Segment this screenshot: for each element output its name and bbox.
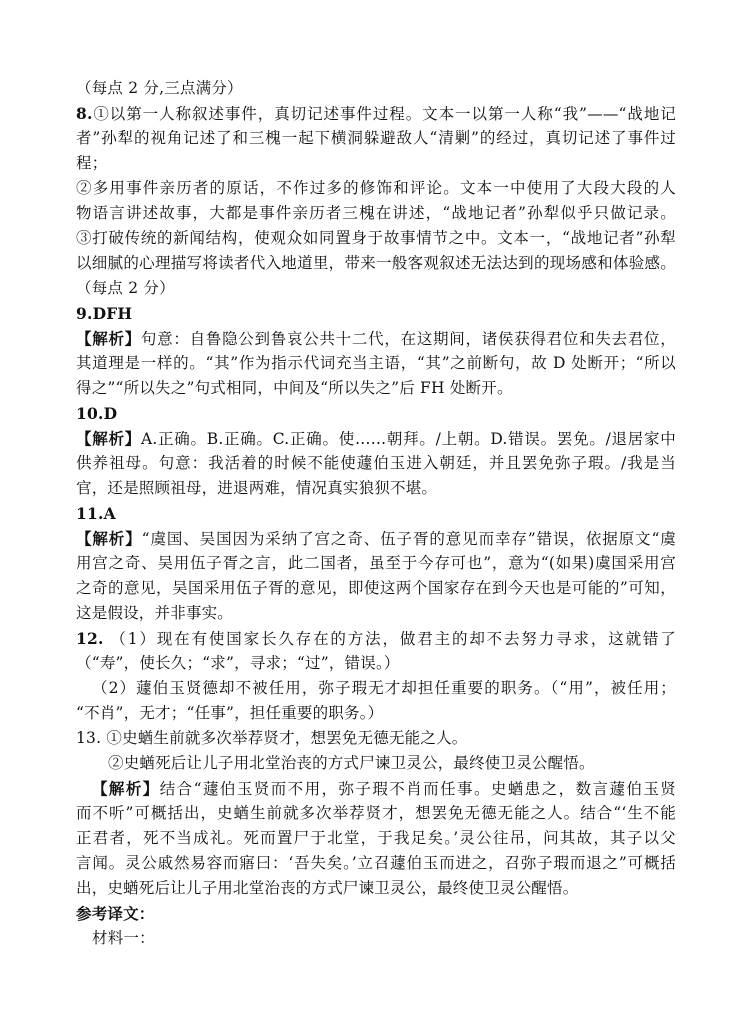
bold-label: 【解析】	[76, 429, 141, 448]
text-line	[76, 426, 676, 451]
text-line	[76, 401, 676, 426]
text-line	[76, 526, 676, 551]
text-line	[76, 701, 676, 726]
line-text: 用宫之奇、吴用伍子胥之言，此二国者，虽至于今存可也”，意为“(如果)虞国采用宫	[76, 554, 676, 572]
bold-label: 8.	[76, 104, 93, 123]
text-line	[76, 276, 676, 301]
text-line	[76, 351, 676, 376]
text-line	[76, 576, 676, 601]
line-text: 之奇的意见，吴国采用伍子胥的意见，即使这两个国家存在到今天也是可能的”可知，	[76, 579, 676, 597]
line-text: （1）现在有使国家长久存在的方法，做君主的却不去努力寻求，这就错了	[103, 630, 676, 648]
line-text: “虞国、吴国因为采纳了宫之奇、伍子胥的意见而幸存”错误，依据原文“虞	[141, 530, 676, 548]
line-text: “不肖”，无才；“任事”，担任重要的职务。）	[76, 704, 384, 722]
line-text: 程；	[76, 154, 108, 172]
text-line	[76, 501, 676, 526]
text-line	[76, 326, 676, 351]
text-line	[76, 451, 676, 476]
text-line	[76, 476, 676, 501]
text-line	[76, 201, 676, 226]
text-line	[76, 126, 676, 151]
text-line	[76, 626, 676, 651]
bold-label: 【解析】	[92, 779, 160, 798]
line-text: 供养祖母。句意：我活着的时候不能使蘧伯玉进入朝廷，并且罢免弥子瑕。/我是当	[76, 454, 676, 472]
text-line	[92, 926, 676, 951]
text-line	[76, 301, 676, 326]
bold-label: 【解析】	[76, 329, 141, 348]
line-text: 以细腻的心理描写将读者代入地道里，带来一般客观叙述无法达到的现场感和体验感。	[76, 254, 676, 272]
text-line	[92, 676, 676, 701]
bold-label: 10.D	[76, 404, 118, 423]
line-text: ②多用事件亲历者的原话，不作过多的修饰和评论。文本一中使用了大段大段的人	[76, 179, 676, 197]
text-line	[76, 601, 676, 626]
line-text: ①以第一人称叙述事件，真切记述事件过程。文本一以第一人称“我”——“战地记	[92, 105, 676, 123]
line-text: 正君者，死不当成礼。死而置尸于北堂，于我足矣。’灵公往吊，问其故，其子以父	[76, 829, 676, 847]
text-line	[76, 901, 676, 926]
line-text: 这是假设，并非事实。	[76, 604, 234, 622]
text-line	[76, 851, 676, 876]
line-text: 出，史蝤死后让儿子用北堂治丧的方式尸谏卫灵公，最终使卫灵公醒悟。	[76, 879, 579, 897]
text-line	[76, 726, 676, 751]
line-text: （2）蘧伯玉贤德却不被任用，弥子瑕无才却担任重要的职务。（“用”，被任用；	[92, 679, 676, 697]
bold-label: 9.DFH	[76, 304, 133, 323]
line-text: 13. ①史蝤生前就多次举荐贤才，想罢免无德无能之人。	[76, 729, 468, 747]
text-line	[76, 876, 676, 901]
text-line	[76, 76, 676, 101]
bold-label: 12.	[76, 629, 104, 648]
bold-label: 11.A	[76, 504, 116, 523]
line-text: 句意：自鲁隐公到鲁哀公共十二代，在这期间，诸侯获得君位和失去君位，	[140, 330, 676, 348]
line-text: （“寿”，使长久；“求”，寻求；“过”，错误。）	[76, 654, 400, 672]
text-line	[76, 651, 676, 676]
line-text: 得之”“所以失之”句式相同，中间及“所以失之”后 FH 处断开。	[76, 379, 513, 397]
bold-label: 【解析】	[76, 529, 142, 548]
text-line	[76, 151, 676, 176]
line-text: ②史蝤死后让儿子用北堂治丧的方式尸谏卫灵公，最终使卫灵公醒悟。	[108, 754, 595, 772]
text-line	[76, 376, 676, 401]
line-text: 物语言讲述故事，大都是事件亲历者三槐在讲述，“战地记者”孙犁似乎只做记录。	[76, 204, 676, 222]
text-line	[76, 176, 676, 201]
text-line	[76, 226, 676, 251]
line-text: （每点 2 分,三点满分）	[76, 79, 243, 97]
text-line	[76, 551, 676, 576]
line-text: 而不听”可概括出，史蝤生前就多次举荐贤才，想罢免无德无能之人。结合“‘生不能	[76, 804, 676, 822]
text-line	[108, 751, 676, 776]
line-text: 其道理是一样的。“其”作为指示代词充当主语，“其”之前断句，故 D 处断开；“所以	[76, 354, 676, 372]
text-line	[76, 801, 676, 826]
text-line	[76, 826, 676, 851]
line-text: 结合“蘧伯玉贤而不用，弥子瑕不肖而任事。史蝤患之，数言蘧伯玉贤	[159, 780, 676, 798]
text-line	[92, 776, 676, 801]
line-text: 言闻。灵公戚然易容而寤曰：‘吾失矣。’立召蘧伯玉而进之，召弥子瑕而退之”可概括	[76, 854, 676, 872]
text-line	[76, 101, 676, 126]
bold-label: 参考译文：	[76, 904, 155, 923]
line-text: 者”孙犁的视角记述了和三槐一起下横洞躲避敌人“清剿”的经过，真切记述了事件过	[76, 129, 676, 147]
line-text: 材料一：	[92, 929, 155, 947]
text-line	[76, 251, 676, 276]
line-text: （每点 2 分）	[76, 279, 175, 297]
line-text: ③打破传统的新闻结构，使观众如同置身于故事情节之中。文本一，“战地记者”孙犁	[76, 229, 676, 247]
line-text: 官，还是照顾祖母，进退两难，情况真实狼狈不堪。	[76, 479, 438, 497]
line-text: A.正确。B.正确。C.正确。使……朝拜。/上朝。D.错误。罢免。/退居家中	[140, 430, 676, 448]
